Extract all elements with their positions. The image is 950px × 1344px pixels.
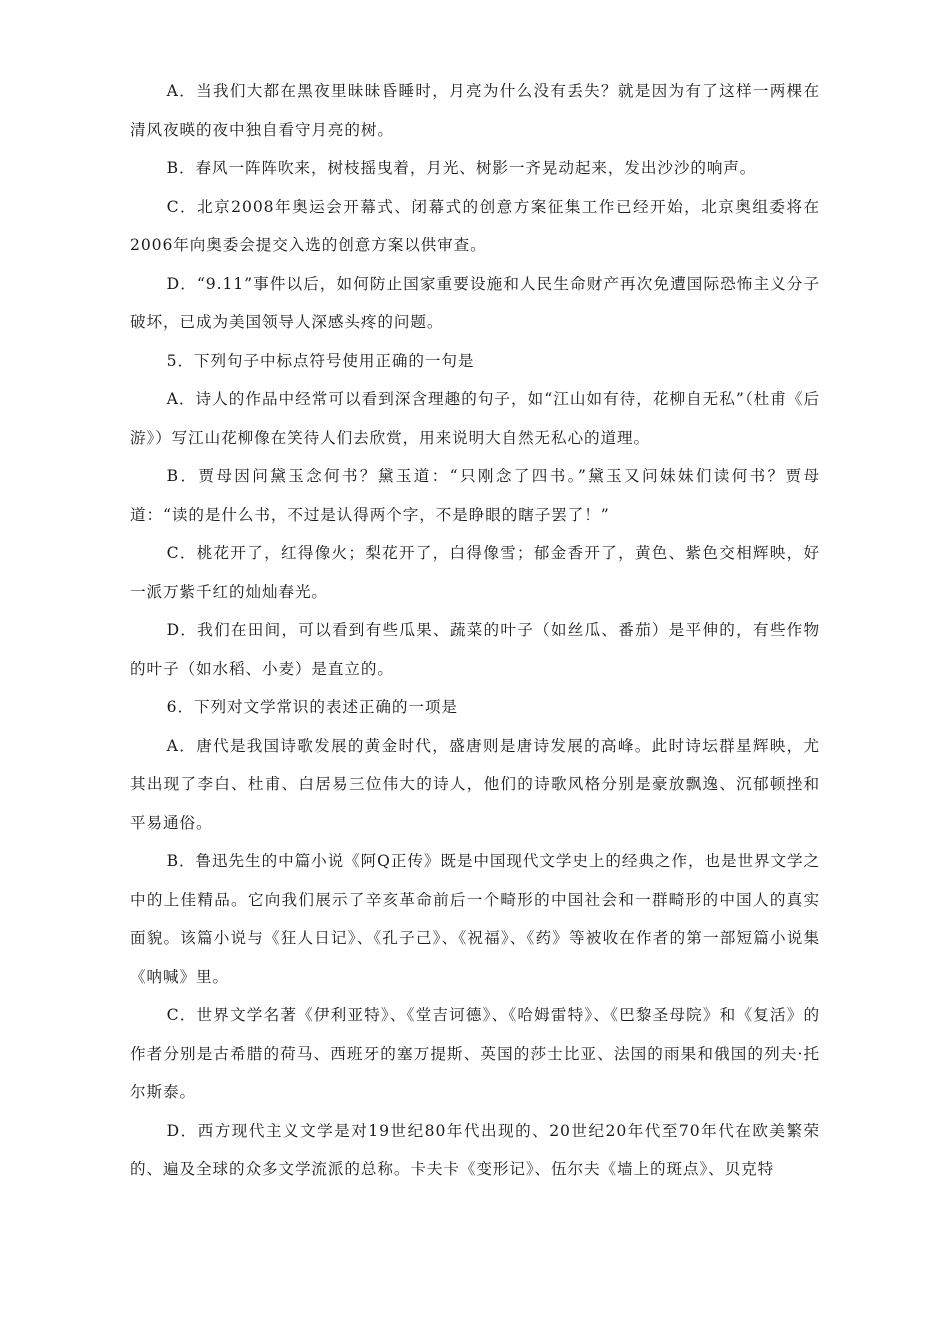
option-a-paragraph: A．当我们大都在黑夜里昧昧昏睡时，月亮为什么没有丢失？就是因为有了这样一两棵在清风夜暎的夜中独自看守月亮的树。	[130, 82, 820, 139]
question-5-option-b: B．贾母因问黛玉念何书？黛玉道：“只刚念了四书。”黛玉又问妹妹们读何书？贾母道：“读的是什么书，不过是认得两个字，不是睁眼的瞎子罢了！”	[130, 467, 820, 524]
question-5-option-c: C．桃花开了，红得像火；梨花开了，白得像雪；郁金香开了，黄色、紫色交相辉映，好一派万紫千红的灿灿春光。	[130, 544, 820, 601]
document-body	[130, 72, 820, 1189]
option-b-paragraph: B．春风一阵阵吹来，树枝摇曳着，月光、树影一齐晃动起来，发出沙沙的响声。	[166, 159, 757, 177]
option-d-paragraph: D．“9.11”事件以后，如何防止国家重要设施和人民生命财产再次免遭国际恐怖主义分子破坏，已成为美国领导人深感头疼的问题。	[130, 274, 820, 331]
question-5-stem: 5．下列句子中标点符号使用正确的一句是	[166, 351, 475, 370]
question-6-stem: 6．下列对文学常识的表述正确的一项是	[166, 698, 458, 716]
question-6-option-b: B．鲁迅先生的中篇小说《阿Q正传》既是中国现代文学史上的经典之作，也是世界文学之中的上佳精品。它向我们展示了辛亥革命前后一个畸形的中国社会和一群畸形的中国人的真实面貌。该篇小说与《狂人日记》、《孔子己》、《祝福》、《药》等被收在作者的第一部短篇小说集《呐喊》里。	[130, 852, 820, 986]
question-5-option-d: D．我们在田间，可以看到有些瓜果、蔬菜的叶子（如丝瓜、番茄）是平伸的，有些作物的叶子（如水稻、小麦）是直立的。	[130, 621, 820, 678]
question-5-option-a: A．诗人的作品中经常可以看到深含理趣的句子，如“江山如有待，花柳自无私”（杜甫《后游》）写江山花柳像在笑待人们去欣赏，用来说明大自然无私心的道理。	[130, 390, 820, 447]
option-c-paragraph: C．北京2008年奥运会开幕式、闭幕式的创意方案征集工作已经开始，北京奥组委将在2006年向奥委会提交入选的创意方案以供审查。	[130, 197, 820, 254]
question-6-option-a: A．唐代是我国诗歌发展的黄金时代，盛唐则是唐诗发展的高峰。此时诗坛群星辉映，尤其出现了李白、杜甫、白居易三位伟大的诗人，他们的诗歌风格分别是豪放飘逸、沉郁顿挫和平易通俗。	[130, 736, 820, 832]
question-6-option-c: C．世界文学名著《伊利亚特》、《堂吉诃德》、《哈姆雷特》、《巴黎圣母院》和《复活》的作者分别是古希腊的荷马、西班牙的塞万提斯、英国的莎士比亚、法国的雨果和俄国的列夫·托尔斯泰。	[130, 1006, 820, 1101]
question-6-option-d: D．西方现代主义文学是对19世纪80年代出现的、20世纪20年代至70年代在欧美繁荣的、遍及全球的众多文学流派的总称。卡夫卡《变形记》、伍尔夫《墙上的斑点》、贝克特	[130, 1121, 820, 1178]
